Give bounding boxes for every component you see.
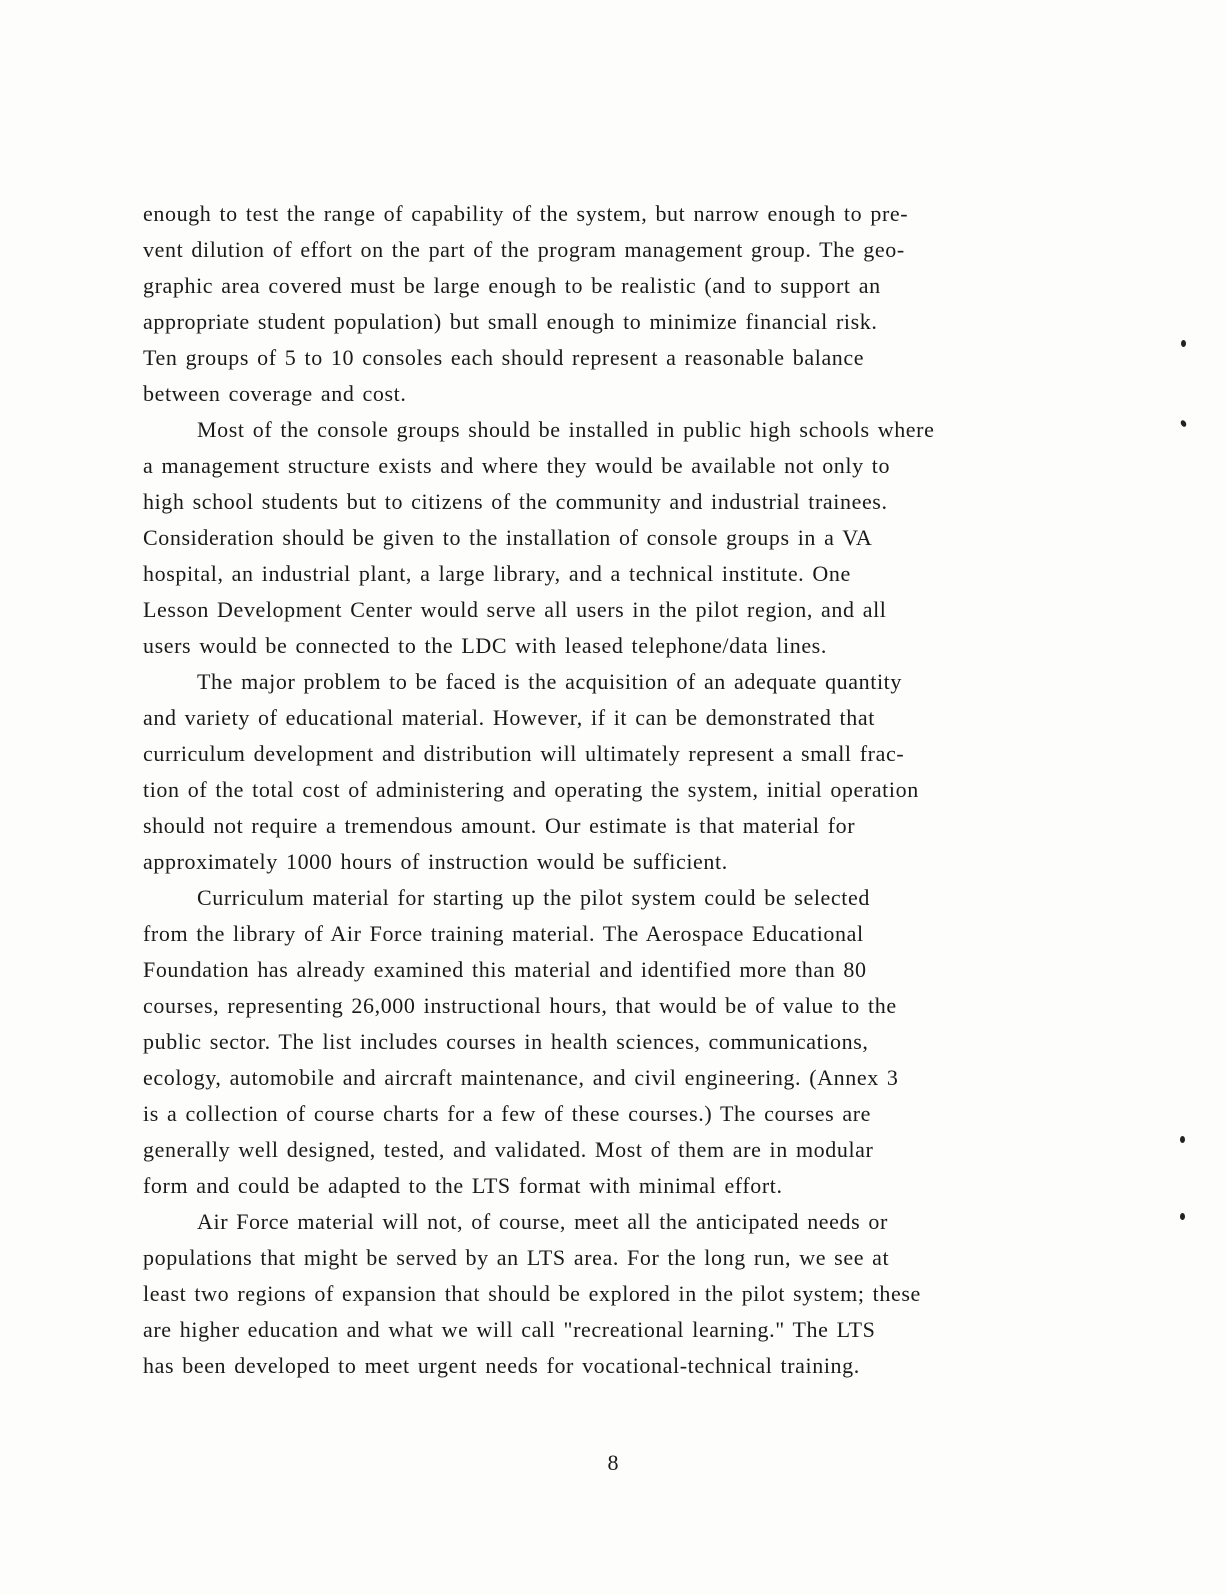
margin-mark	[1180, 1136, 1185, 1143]
text-line: public sector. The list includes courses in health sciences, communications,	[143, 1029, 869, 1054]
text-line: Ten groups of 5 to 10 consoles each should represent a reasonable balance	[143, 345, 865, 370]
body-text	[143, 196, 1111, 1384]
text-line: are higher education and what we will call "recreational learning." The LTS	[143, 1317, 876, 1342]
text-line: should not require a tremendous amount. Our estimate is that material for	[143, 813, 856, 838]
text-line: generally well designed, tested, and validated. Most of them are in modular	[143, 1137, 874, 1162]
text-line: between coverage and cost.	[143, 381, 407, 406]
margin-mark	[1181, 340, 1186, 347]
text-line: is a collection of course charts for a few of these courses.) The courses are	[143, 1101, 872, 1126]
text-line: The major problem to be faced is the acquisition of an adequate quantity	[197, 669, 902, 694]
text-line: Foundation has already examined this material and identified more than 80	[143, 957, 867, 982]
margin-mark	[1180, 419, 1188, 428]
text-line: and variety of educational material. However, if it can be demonstrated that	[143, 705, 875, 730]
text-line: hospital, an industrial plant, a large library, and a technical institute. One	[143, 561, 851, 586]
text-line: approximately 1000 hours of instruction would be sufficient.	[143, 849, 728, 874]
margin-mark	[1180, 1213, 1185, 1220]
text-line: least two regions of expansion that should be explored in the pilot system; these	[143, 1281, 921, 1306]
text-line: from the library of Air Force training material. The Aerospace Educational	[143, 921, 864, 946]
text-line: Consideration should be given to the installation of console groups in a VA	[143, 525, 873, 550]
text-line: curriculum development and distribution will ultimately represent a small frac-	[143, 741, 905, 766]
text-line: form and could be adapted to the LTS format with minimal effort.	[143, 1173, 783, 1198]
page-number: 8	[607, 1450, 619, 1475]
text-line: tion of the total cost of administering and operating the system, initial operation	[143, 777, 919, 802]
text-line: Curriculum material for starting up the pilot system could be selected	[197, 885, 870, 910]
text-line: graphic area covered must be large enough to be realistic (and to support an	[143, 273, 881, 298]
text-line: Most of the console groups should be installed in public high schools where	[197, 417, 935, 442]
text-line: has been developed to meet urgent needs for vocational-technical training.	[143, 1353, 860, 1378]
text-line: Lesson Development Center would serve all users in the pilot region, and all	[143, 597, 887, 622]
text-line: populations that might be served by an LTS area. For the long run, we see at	[143, 1245, 890, 1270]
text-line: high school students but to citizens of the community and industrial trainees.	[143, 489, 888, 514]
text-line: users would be connected to the LDC with leased telephone/data lines.	[143, 633, 827, 658]
text-line: appropriate student population) but small enough to minimize financial risk.	[143, 309, 878, 334]
text-line: courses, representing 26,000 instructional hours, that would be of value to the	[143, 993, 897, 1018]
text-line: Air Force material will not, of course, meet all the anticipated needs or	[197, 1209, 888, 1234]
text-line: enough to test the range of capability of the system, but narrow enough to pre-	[143, 201, 909, 226]
text-line: ecology, automobile and aircraft maintenance, and civil engineering. (Annex 3	[143, 1065, 899, 1090]
text-line: a management structure exists and where they would be available not only to	[143, 453, 891, 478]
text-line: vent dilution of effort on the part of the program management group. The geo-	[143, 237, 905, 262]
